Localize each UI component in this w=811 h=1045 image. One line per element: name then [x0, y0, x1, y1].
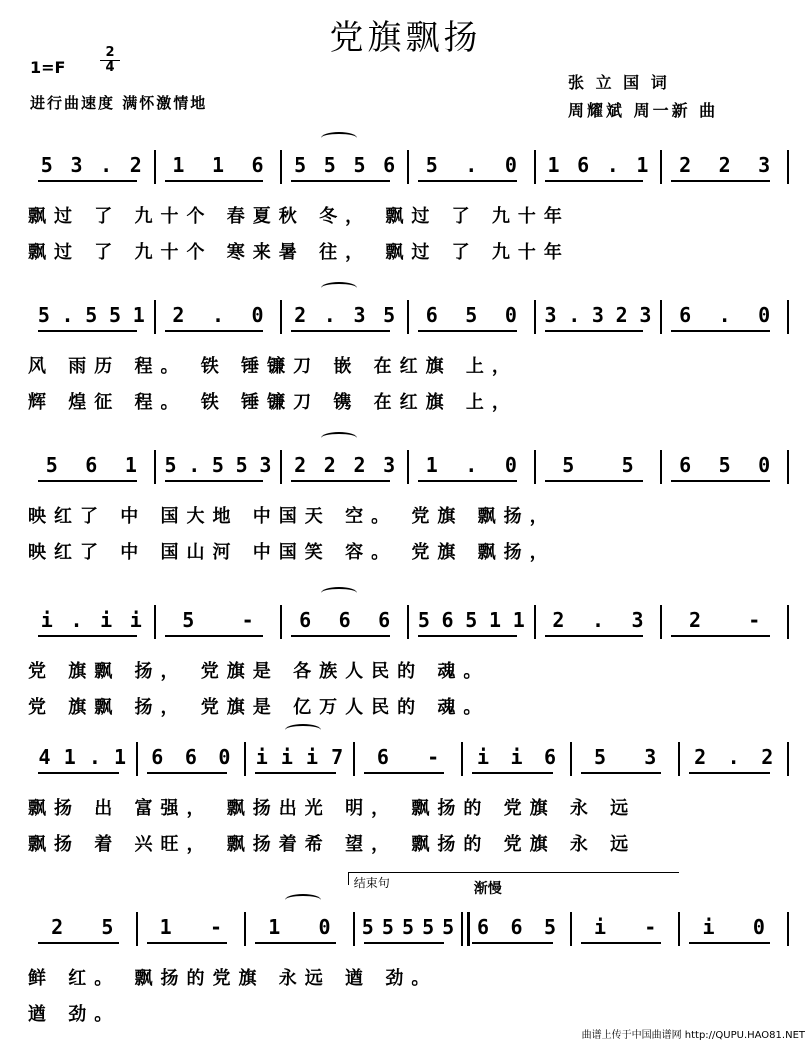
barline [570, 912, 572, 946]
note: 6 [477, 915, 490, 939]
lyric-line-2: 飘扬 着 兴旺， 飘扬着希 望， 飘扬的 党旗 永 远 [28, 834, 637, 855]
note: 1 [172, 153, 185, 177]
beam-line [418, 330, 517, 332]
barline [407, 150, 409, 184]
lyricist-credit: 张 立 国 词 [568, 73, 670, 92]
measure [159, 605, 278, 635]
beam-line [255, 942, 336, 944]
note: 5 [235, 453, 248, 477]
measure [539, 450, 658, 480]
note: i [477, 745, 490, 769]
barline [570, 742, 572, 776]
note: . [727, 745, 740, 769]
note: 5 [101, 915, 114, 939]
note: 1 [63, 745, 76, 769]
note: 6 [378, 608, 391, 632]
measure [358, 912, 459, 942]
note: 5 [621, 453, 634, 477]
note: . [465, 153, 478, 177]
barline [534, 150, 536, 184]
measure [665, 605, 784, 635]
beam-line [581, 772, 662, 774]
note: 5 [85, 303, 98, 327]
score-row [28, 605, 788, 718]
note: 0 [318, 915, 331, 939]
barline [534, 300, 536, 334]
note: - [748, 608, 761, 632]
lyric-line-1: 鲜 红。 飘扬的党旗 永远 遒 劲。 [28, 968, 438, 989]
note: 3 [383, 453, 396, 477]
note: 2 [129, 153, 142, 177]
note: 0 [504, 153, 517, 177]
barline [534, 605, 536, 639]
note: 5 [718, 453, 731, 477]
note: . [465, 453, 478, 477]
note: 6 [299, 608, 312, 632]
note: 3 [758, 153, 771, 177]
measure [285, 605, 404, 635]
note: 2 [688, 608, 702, 632]
barline [353, 742, 355, 776]
measure [32, 150, 151, 180]
notes-line [28, 150, 788, 184]
slur [321, 282, 357, 294]
barline [461, 742, 463, 776]
note: 5 [294, 153, 307, 177]
beam-line [671, 330, 770, 332]
note: 2 [718, 153, 731, 177]
lyric-line-2: 辉 煌征 程。 铁 锤镰刀 镌 在红旗 上， [28, 392, 518, 413]
measure [249, 742, 350, 772]
composer-credit: 周耀斌 周一新 曲 [568, 101, 719, 120]
beam-line [291, 480, 390, 482]
note: 2 [615, 303, 628, 327]
note: 5 [323, 153, 336, 177]
beam-line [38, 942, 119, 944]
barline [660, 150, 662, 184]
measure [539, 150, 658, 180]
measure [466, 912, 567, 942]
note: 3 [644, 745, 657, 769]
note: 2 [294, 453, 307, 477]
beam-line [545, 180, 644, 182]
note: 1 [512, 608, 525, 632]
barline [280, 300, 282, 334]
beam-line [38, 180, 137, 182]
note: 0 [251, 303, 264, 327]
barline [407, 450, 409, 484]
measure [32, 450, 151, 480]
note: 5 [353, 153, 366, 177]
note: 5 [383, 303, 396, 327]
note: . [188, 453, 201, 477]
note: 0 [758, 303, 771, 327]
measure [683, 742, 784, 772]
barline [787, 150, 789, 184]
note: . [100, 153, 113, 177]
beam-line [147, 942, 228, 944]
note: 5 [45, 453, 58, 477]
note: 0 [504, 453, 517, 477]
slur [285, 724, 321, 736]
measure [412, 300, 531, 330]
beam-line [472, 772, 553, 774]
barline [407, 300, 409, 334]
barline [280, 605, 282, 639]
note: i [593, 915, 606, 939]
note: i [280, 745, 293, 769]
barline [787, 912, 789, 946]
measure [159, 150, 278, 180]
note: 7 [331, 745, 344, 769]
note: - [209, 915, 222, 939]
measure [412, 605, 531, 635]
note: 2 [51, 915, 64, 939]
note: 5 [361, 915, 374, 939]
note: 3 [631, 608, 644, 632]
note: 6 [338, 608, 351, 632]
note: 6 [679, 303, 692, 327]
measure [412, 450, 531, 480]
note: 1 [488, 608, 502, 632]
barline [787, 450, 789, 484]
barline [154, 150, 156, 184]
note: 5 [182, 608, 195, 632]
note: 2 [679, 153, 692, 177]
lyric-line-1: 飘扬 出 富强， 飘扬出光 明， 飘扬的 党旗 永 远 [28, 798, 637, 819]
lyric-line-2: 党 旗飘 扬， 党旗是 亿万人民的 魂。 [28, 697, 490, 718]
note: 6 [425, 303, 438, 327]
note: 5 [422, 915, 435, 939]
beam-line [38, 330, 137, 332]
slur [321, 587, 357, 599]
beam-line [165, 635, 264, 637]
beam-line [291, 330, 390, 332]
lyric-line-2: 飘过 了 九十个 寒来暑 往， 飘过 了 九十年 [28, 242, 570, 263]
note: 2 [552, 608, 565, 632]
ending-label: 结束句 [353, 876, 390, 890]
barline [787, 605, 789, 639]
barline [678, 742, 680, 776]
note: 0 [504, 303, 517, 327]
measure [285, 300, 404, 330]
beam-line [38, 772, 119, 774]
note: 1 [636, 153, 649, 177]
note: 0 [752, 915, 765, 939]
barline [280, 450, 282, 484]
barline [136, 912, 138, 946]
beam-line [364, 942, 445, 944]
note: 5 [40, 153, 53, 177]
note: 5 [544, 915, 557, 939]
measure [285, 450, 404, 480]
note: i [702, 915, 715, 939]
note: 1 [132, 303, 145, 327]
score-row [28, 742, 788, 855]
note: . [211, 303, 224, 327]
measure [141, 912, 242, 942]
beam-line [671, 480, 770, 482]
note: 6 [251, 153, 264, 177]
score-row [28, 300, 788, 413]
measure [575, 742, 676, 772]
beam-line [545, 330, 644, 332]
notes-line [28, 605, 788, 639]
note: 3 [591, 303, 604, 327]
measure [32, 605, 151, 635]
note: 5 [381, 915, 394, 939]
note: 5 [465, 303, 478, 327]
song-title: 党旗飘扬 [329, 18, 482, 58]
beam-line [418, 180, 517, 182]
beam-line [165, 330, 264, 332]
note: 3 [639, 303, 652, 327]
note: - [427, 745, 440, 769]
notes-line [28, 742, 788, 776]
note: 3 [70, 153, 83, 177]
barline [407, 605, 409, 639]
measure [141, 742, 242, 772]
measure [665, 300, 784, 330]
lyric-line-1: 党 旗飘 扬， 党旗是 各族人民的 魂。 [28, 661, 490, 682]
barline [280, 150, 282, 184]
measure [575, 912, 676, 942]
note: 2 [694, 745, 707, 769]
note: 1 [124, 453, 137, 477]
note: 1 [211, 153, 224, 177]
note: - [644, 915, 657, 939]
note: 3 [544, 303, 557, 327]
measure [466, 742, 567, 772]
measure [159, 300, 278, 330]
note: 5 [164, 453, 177, 477]
note: 5 [425, 153, 438, 177]
note: 3 [353, 303, 366, 327]
note: 0 [758, 453, 771, 477]
notes-line [28, 300, 788, 334]
note: i [255, 745, 268, 769]
measure [159, 450, 278, 480]
beam-line [165, 480, 264, 482]
note: 5 [465, 608, 478, 632]
key-signature: 1=F [30, 58, 66, 77]
note: 5 [401, 915, 414, 939]
note: 6 [151, 745, 164, 769]
lyric-line-2: 映红了 中 国山河 中国笑 容。 党旗 飘扬， [28, 542, 556, 563]
beam-line [689, 942, 770, 944]
note: 1 [268, 915, 281, 939]
note: 0 [218, 745, 231, 769]
score-row [28, 150, 788, 263]
note: 3 [259, 453, 272, 477]
note: 1 [159, 915, 172, 939]
note: . [606, 153, 619, 177]
beam-line [472, 942, 553, 944]
note: 5 [211, 453, 224, 477]
note: 6 [184, 745, 197, 769]
measure [539, 300, 658, 330]
note: 2 [323, 453, 336, 477]
tempo-marking: 进行曲速度 满怀激情地 [30, 94, 208, 112]
beam-line [418, 635, 517, 637]
measure [32, 300, 151, 330]
note: 2 [172, 303, 185, 327]
beam-line [545, 635, 644, 637]
score-row [28, 876, 788, 1025]
barline [787, 742, 789, 776]
barline [244, 912, 246, 946]
lyric-line-1: 风 雨历 程。 铁 锤镰刀 嵌 在红旗 上， [28, 356, 518, 377]
barline [660, 605, 662, 639]
barline [154, 450, 156, 484]
note: . [591, 608, 604, 632]
barline [353, 912, 355, 946]
beam-line [364, 772, 445, 774]
note: i [40, 608, 53, 632]
note: . [88, 745, 101, 769]
barline [787, 300, 789, 334]
note: 6 [544, 745, 557, 769]
note: 2 [353, 453, 366, 477]
note: 5 [562, 453, 575, 477]
time-signature-top: 2 [105, 45, 115, 60]
note: 5 [37, 303, 50, 327]
note: i [129, 608, 142, 632]
beam-line [671, 635, 770, 637]
note: 6 [441, 608, 454, 632]
note: . [718, 303, 731, 327]
note: 5 [417, 608, 430, 632]
measure [358, 742, 459, 772]
barline [136, 742, 138, 776]
note: i [305, 745, 319, 769]
slur [285, 894, 321, 906]
note: 1 [113, 745, 127, 769]
note: 6 [376, 745, 389, 769]
barline [678, 912, 680, 946]
lyric-line-1: 飘过 了 九十个 春夏秋 冬， 飘过 了 九十年 [28, 206, 570, 227]
beam-line [255, 772, 336, 774]
slur [321, 432, 357, 444]
source-footer: 曲谱上传于中国曲谱网 http://QUPU.HAO81.NET [581, 1030, 805, 1041]
ritardando-label: 渐慢 [473, 881, 502, 897]
note: 5 [442, 915, 455, 939]
measure [683, 912, 784, 942]
barline [534, 450, 536, 484]
note: 4 [38, 745, 51, 769]
beam-line [147, 772, 228, 774]
measure [285, 150, 404, 180]
beam-line [291, 180, 390, 182]
note: i [510, 745, 523, 769]
beam-line [671, 180, 770, 182]
note: 6 [85, 453, 98, 477]
beam-line [418, 480, 517, 482]
time-signature-bottom: 4 [105, 60, 115, 75]
time-signature [100, 46, 120, 75]
barline [154, 605, 156, 639]
beam-line [689, 772, 770, 774]
measure [32, 912, 133, 942]
note: 5 [108, 303, 122, 327]
measure [249, 912, 350, 942]
note: . [568, 303, 581, 327]
note: 6 [510, 915, 523, 939]
measure [665, 150, 784, 180]
barline [244, 742, 246, 776]
barline [154, 300, 156, 334]
slur [321, 132, 357, 144]
note: 6 [577, 153, 590, 177]
beam-line [545, 480, 644, 482]
beam-line [38, 635, 137, 637]
lyric-line-2: 遒 劲。 [28, 1004, 121, 1025]
beam-line [291, 635, 390, 637]
measure [412, 150, 531, 180]
notes-line [28, 912, 788, 946]
lyric-line-1: 映红了 中 国大地 中国天 空。 党旗 飘扬， [28, 506, 556, 527]
note: 5 [593, 745, 606, 769]
beam-line [165, 180, 264, 182]
beam-line [581, 942, 662, 944]
note: 6 [679, 453, 692, 477]
note: 2 [294, 303, 307, 327]
note: 2 [761, 745, 774, 769]
ending-bracket [348, 872, 679, 885]
barline [660, 450, 662, 484]
note: i [100, 608, 113, 632]
measure [665, 450, 784, 480]
note: . [70, 608, 83, 632]
note: - [241, 608, 254, 632]
score-row [28, 450, 788, 563]
note: 1 [547, 153, 560, 177]
beam-line [38, 480, 137, 482]
note: . [61, 303, 74, 327]
notes-line [28, 450, 788, 484]
note: 1 [425, 453, 438, 477]
note: . [323, 303, 336, 327]
barline [660, 300, 662, 334]
measure [32, 742, 133, 772]
note: 6 [383, 153, 396, 177]
measure [539, 605, 658, 635]
